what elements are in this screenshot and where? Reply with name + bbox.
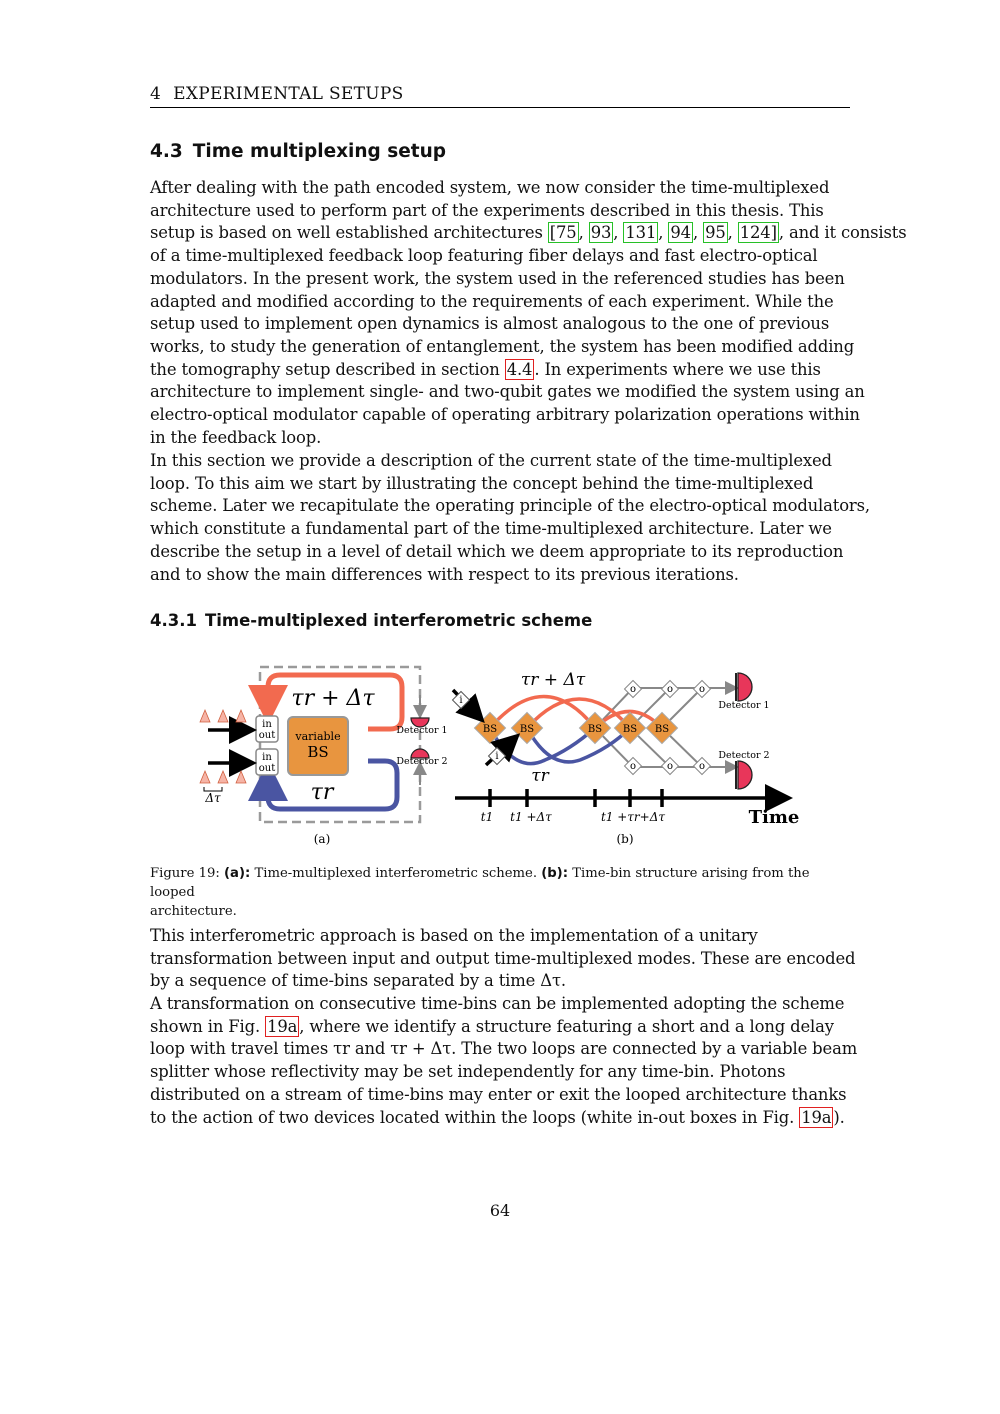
svg-text:o: o	[666, 684, 674, 695]
figure-19	[150, 655, 850, 855]
section-link[interactable]: 4.4	[506, 359, 533, 379]
long-delay-label: τr + Δτ	[520, 670, 586, 690]
long-loop-label: τr + Δτ	[291, 686, 375, 711]
svg-text:in: in	[262, 752, 272, 763]
citation-link[interactable]: 93	[590, 223, 612, 243]
panel-a	[200, 667, 448, 846]
svg-text:i: i	[495, 751, 499, 762]
panel-a-label: (a)	[313, 832, 331, 846]
svg-text:o: o	[629, 761, 637, 772]
short-loop-label: τr	[310, 780, 334, 805]
bs-label: variable	[295, 730, 341, 743]
svg-text:i: i	[459, 695, 463, 706]
panel-b	[453, 670, 800, 846]
tick-label: t1	[480, 810, 494, 824]
delta-tau-label: Δτ	[205, 791, 221, 805]
svg-text:out: out	[258, 730, 276, 741]
subsection-heading: 4.3.1 Time-multiplexed interferometric scheme	[150, 611, 593, 630]
detector-1-label: Detector 1	[396, 725, 448, 736]
pulse-train-icon	[200, 710, 246, 783]
svg-text:BS: BS	[587, 724, 603, 735]
detector-2-label: Detector 2	[718, 750, 770, 761]
tick-label: t1 +τr+Δτ	[600, 810, 666, 824]
chapter-number: 4	[150, 84, 162, 104]
time-axis-label: Time	[748, 807, 800, 828]
section-heading: 4.3 Time multiplexing setup	[150, 141, 447, 162]
citation-link[interactable]: 95	[705, 223, 726, 243]
bs-label: BS	[307, 743, 329, 761]
chapter-title: EXPERIMENTAL SETUPS	[173, 84, 404, 104]
running-header	[150, 84, 850, 108]
paragraph-intro: After dealing with the path encoded system, we now consider the time-multiplexed architecture used to perform part of the experiments described in this thesis. This setup is based on well established architectures [75 , 93 , 131 , 94 , 95 , 124] , and it consists of a time-multiplexed feedback loop featuring fiber delays and fast electro-optical modulators. In the present work, the system used in the referenced studies has been adapted and modified according to the requirements of each experiment. While the setup used to implement open dynamics is almost analogous to the one of previous works, to study the generation of entanglement, the system has been modified adding the tomography setup described in section 4.4 . In experiments where we use this architecture to implement single- and two-qubit gates we modified the system using an electro-optical modulator capable of operating arbitrary polarization operations within in the feedback loop.	[150, 178, 907, 447]
figure-link[interactable]: 19a	[267, 1016, 298, 1036]
page-number: 64	[489, 1201, 511, 1220]
figure-caption: Figure 19: (a): Time-multiplexed interferometric scheme. (b): Time-bin structure arising from the looped architecture.	[150, 866, 810, 919]
detector-2-icon	[738, 761, 752, 789]
svg-text:o: o	[698, 761, 706, 772]
citation-link[interactable]: 124]	[739, 223, 777, 243]
paragraph-overview: In this section we provide a description of the current state of the time-multiplexed loop. To this aim we start by illustrating the concept behind the time-multiplexed scheme. Later we recapitulate the operating principle of the electro-optical modulators, which constitute a fundamental part of the time-multiplexed architecture. Later we describe the setup in a level of detail which we deem appropriate to its reproduction and to show the main differences with respect to its previous iterations.	[150, 451, 870, 584]
detector-1-icon	[738, 673, 752, 701]
citation-link[interactable]: [75	[549, 223, 577, 243]
tick-label: t1 +Δτ	[510, 810, 552, 824]
detector-1-label: Detector 1	[718, 700, 770, 711]
svg-text:o: o	[629, 684, 637, 695]
svg-text:in: in	[262, 719, 272, 730]
svg-text:o: o	[666, 761, 674, 772]
svg-text:o: o	[698, 684, 706, 695]
short-delay-label: τr	[531, 766, 549, 786]
citation-link[interactable]: 94	[670, 223, 691, 243]
figure-link[interactable]: 19a	[801, 1107, 832, 1127]
paragraph-transformation: A transformation on consecutive time-bins can be implemented adopting the scheme shown in Fig. 19a , where we identify a structure featuring a short and a long delay loop with travel times τr and τr + Δτ. The two loops are connected by a variable beam splitter whose reflectivity may be set independently for any time-bin. Photons distributed on a stream of time-bins may enter or exit the looped architecture thanks to the action of two devices located within the loops (white in-out boxes in Fig. 19a ).	[150, 994, 858, 1127]
svg-text:BS: BS	[482, 724, 498, 735]
paragraph-approach: This interferometric approach is based on the implementation of a unitary transformation between input and output time-multiplexed modes. These are encoded by a sequence of time-bins separated by a time Δτ.	[150, 926, 856, 991]
svg-text:out: out	[258, 763, 276, 774]
svg-text:BS: BS	[519, 724, 535, 735]
citation-link[interactable]: 131	[625, 223, 657, 243]
detector-2-label: Detector 2	[396, 756, 448, 767]
panel-b-label: (b)	[616, 832, 634, 846]
svg-text:BS: BS	[654, 724, 670, 735]
svg-text:BS: BS	[622, 724, 638, 735]
